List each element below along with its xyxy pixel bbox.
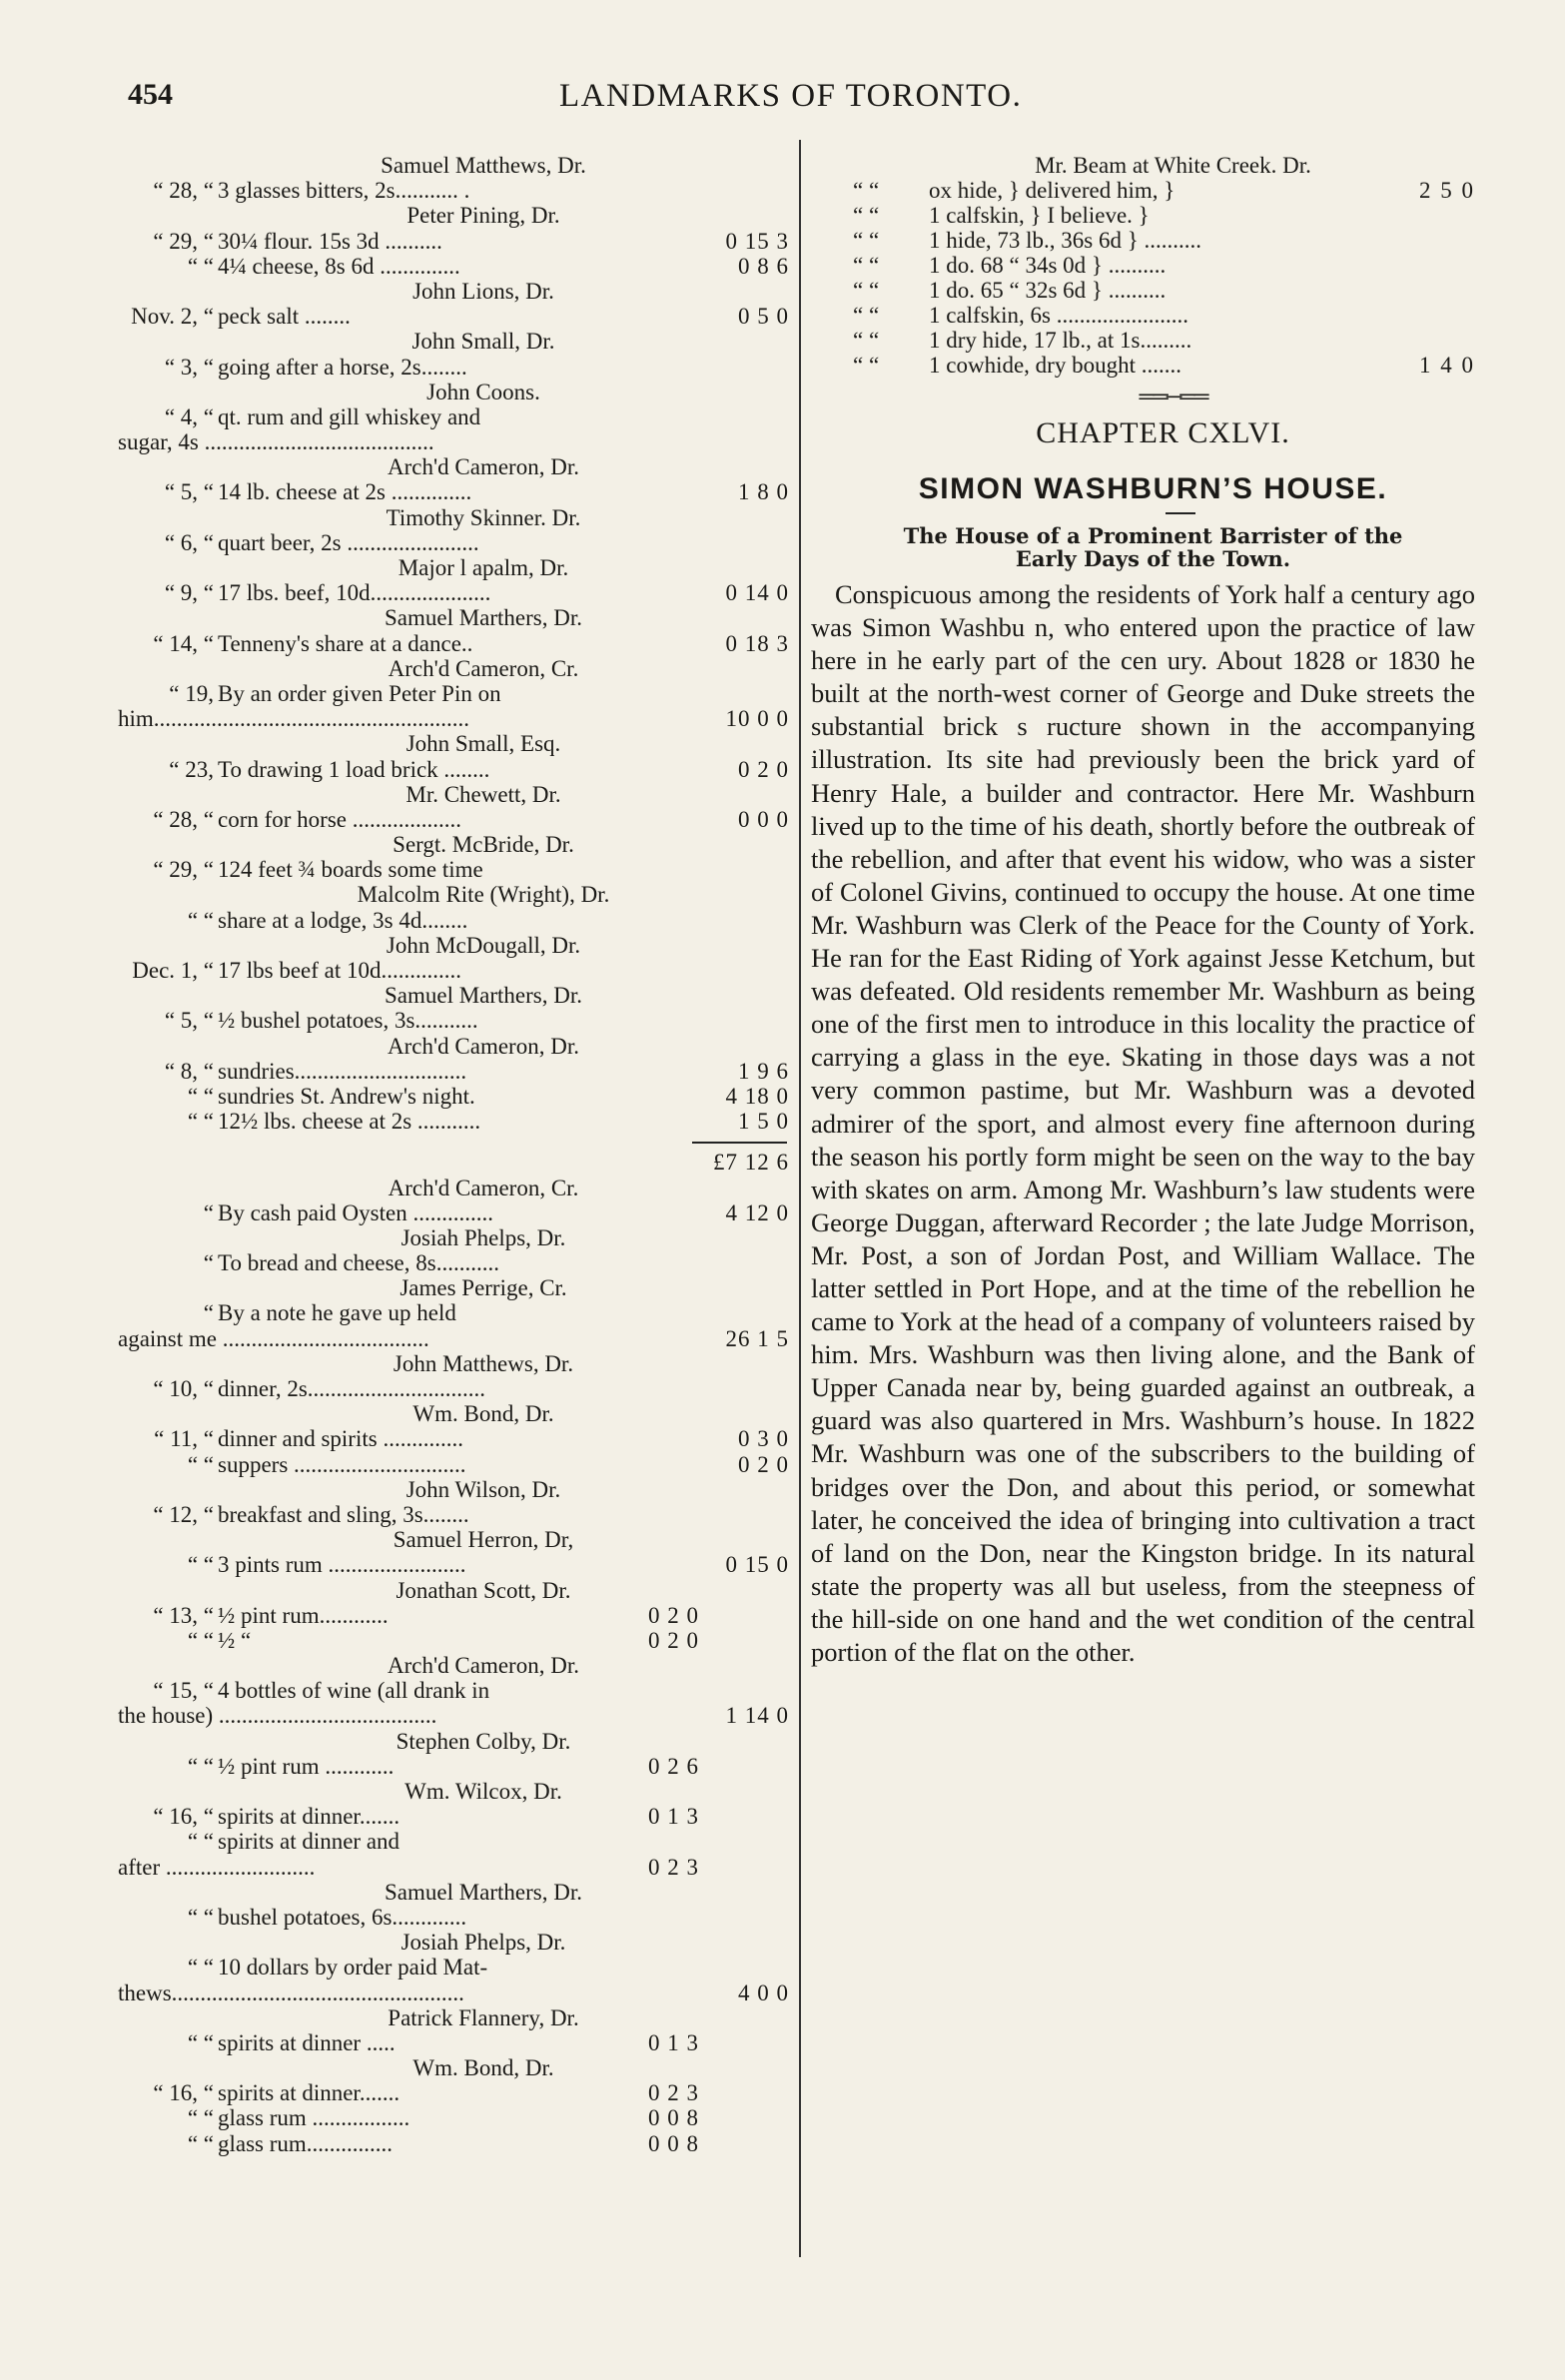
ledger-amount: 0 15 0: [725, 1552, 789, 1578]
beam-item: 1 calfskin, } I believe. }: [929, 203, 1150, 228]
ledger-item: 10 dollars by order paid Mat-: [218, 1955, 488, 1981]
ledger-amount: 26 1 5: [725, 1325, 789, 1351]
ledger-account-name: Major l apalm, Dr.: [397, 555, 569, 580]
page-number: 454: [128, 78, 173, 111]
ledger-entry: [118, 1084, 789, 1109]
ledger-entry: [118, 1426, 789, 1451]
ledger-item: qt. rum and gill whiskey and: [218, 403, 481, 429]
beam-amount: 2 5 0: [1419, 178, 1475, 203]
ledger-account-name: John Small, Dr.: [411, 329, 555, 355]
ledger-item: spirits at dinner .....: [218, 2029, 395, 2055]
ledger-date: Nov. 2, “: [131, 304, 214, 330]
beam-item: ox hide, } delivered him, }: [929, 178, 1175, 203]
ledger-date: “ “: [187, 1451, 214, 1477]
ledger-entry: [118, 1552, 789, 1577]
ledger-amount: 0 2 3: [648, 2080, 699, 2106]
ledger-date: “ 8, “: [164, 1058, 214, 1084]
ledger-account-name: John Wilson, Dr.: [405, 1476, 561, 1502]
beam-entry: [811, 253, 1475, 278]
ledger-account-name: John Small, Esq.: [405, 731, 561, 757]
ledger-amount: 4 0 0: [738, 1980, 789, 2005]
ledger-entry: [118, 2105, 789, 2130]
ledger-item: ½ “: [218, 1627, 252, 1653]
ledger-item: To bread and cheese, 8s...........: [218, 1250, 499, 1276]
ledger-item: breakfast and sling, 3s........: [218, 1501, 469, 1527]
ledger-total-row: [118, 1150, 789, 1175]
ledger-item: 14 lb. cheese at 2s ..............: [218, 479, 472, 505]
page-header: [0, 78, 1565, 118]
ledger-amount: 1 5 0: [738, 1109, 789, 1135]
ledger-date: “ “: [187, 2105, 214, 2131]
ledger-item: ½ bushel potatoes, 3s...........: [218, 1008, 478, 1034]
title-rule: [1166, 512, 1195, 514]
ledger-item: 12½ lbs. cheese at 2s ...........: [218, 1109, 481, 1135]
ledger-amount: 0 2 0: [738, 1451, 789, 1477]
ledger-account-name: Patrick Flannery, Dr.: [388, 2004, 579, 2030]
ledger-date: Dec. 1, “: [132, 958, 214, 983]
ledger-date: “ 16, “: [153, 1804, 214, 1830]
ledger-entry: [118, 404, 789, 429]
ledger-continuation: [118, 1981, 789, 2005]
ledger-account-name: Arch'd Cameron, Dr.: [388, 454, 579, 480]
ledger-amount: 0 1 3: [648, 2029, 699, 2055]
ledger-entry: [118, 958, 789, 983]
ledger-item: By a note he gave up held: [218, 1300, 456, 1326]
ledger-account-name: Sergt. McBride, Dr.: [392, 832, 574, 858]
ledger-entry: [118, 1300, 789, 1325]
ledger-item: 4¼ cheese, 8s 6d ..............: [218, 253, 460, 279]
ledger-continuation: [118, 429, 789, 454]
ledger-item: sundries..............................: [218, 1058, 467, 1084]
ledger-entry: [118, 1452, 789, 1477]
ledger-item: sundries St. Andrew's night.: [218, 1083, 475, 1109]
ledger-date: “ 5, “: [164, 1008, 214, 1034]
beam-ditto: “ “: [853, 328, 880, 353]
ledger-amount: 0 2 0: [648, 1602, 699, 1628]
ledger-account-name: Samuel Marthers, Dr.: [384, 605, 582, 631]
ledger-amount: 0 3 0: [738, 1426, 789, 1452]
ledger-date: “ “: [187, 1083, 214, 1109]
ledger-date: “ “: [187, 1904, 214, 1930]
ledger-total-rule: [118, 1134, 789, 1150]
ledger-date: “ “: [187, 1955, 214, 1981]
ledger-amount: 0 2 0: [648, 1627, 699, 1653]
ledger-item: spirits at dinner and: [218, 1829, 400, 1855]
ledger-entry: [118, 1376, 789, 1401]
ledger-entry: [118, 1200, 789, 1225]
ledger-amount: 0 0 8: [648, 2130, 699, 2156]
ledger-entry: [118, 1603, 789, 1628]
ledger-date: “ 28, “: [153, 806, 214, 832]
ledger-account-name: Mr. Chewett, Dr.: [405, 781, 561, 807]
ledger-item: him.......................................................: [118, 706, 470, 732]
ledger-account-name: Samuel Matthews, Dr.: [381, 153, 586, 178]
ledger-account-name: Jonathan Scott, Dr.: [395, 1577, 571, 1603]
ledger-entry: [118, 1008, 789, 1033]
ledger-item: ½ pint rum ............: [218, 1753, 394, 1779]
ledger-amount: 10 0 0: [725, 706, 789, 732]
ledger-account-name: John Coons.: [426, 379, 540, 404]
ledger-item: ½ pint rum............: [218, 1602, 389, 1628]
beam-heading: Mr. Beam at White Creek. Dr.: [1035, 153, 1311, 178]
ledger-date: “ 3, “: [164, 354, 214, 380]
ledger-entry: [118, 2080, 789, 2105]
ledger-date: “ “: [187, 1109, 214, 1135]
ledger-account-name: Timothy Skinner. Dr.: [386, 504, 581, 530]
ledger-amount: 0 1 3: [648, 1804, 699, 1830]
ledger-account-name: Arch'd Cameron, Dr.: [388, 1033, 579, 1059]
beam-entry: [811, 353, 1475, 378]
chapter-title: SIMON WASHBURN’S HOUSE.: [918, 472, 1388, 505]
ledger-entry: [118, 857, 789, 882]
chapter-subtitle-line-1: The House of a Prominent Barrister of the: [903, 523, 1403, 548]
ledger-account-name: Wm. Bond, Dr.: [412, 1401, 554, 1427]
ledger-account-name: John McDougall, Dr.: [386, 932, 581, 958]
right-column: [811, 153, 1475, 1696]
ledger-entry: [118, 254, 789, 279]
ledger-item: corn for horse ...................: [218, 806, 462, 832]
ledger-amount: 0 0 0: [738, 806, 789, 832]
ledger-date: “ 19,: [169, 680, 214, 706]
ledger-item: 3 pints rum ........................: [218, 1552, 466, 1578]
ledger-amount: 4 12 0: [725, 1199, 789, 1225]
ledger-entry: [118, 355, 789, 380]
ledger-entry: [118, 908, 789, 933]
ledger-entry: [118, 1955, 789, 1980]
beam-item: 1 hide, 73 lb., 36s 6d } ..........: [929, 228, 1201, 253]
ledger-item: 17 lbs. beef, 10d.....................: [218, 580, 491, 606]
chapter-body: Conspicuous among the residents of York half a century ago was Simon Washbu n, who entered upon the practice of law here in he early part of the cen ury. About 1828 or 1830 he built at the north-west corner of George and Duke streets the substantial brick s ructure shown in the accompanying illustration. Its site had previously been the brick yard of Henry Hale, a builder and contractor. Here Mr. Washburn lived up to the time of his death, shortly before the outbreak of the rebellion, and after that event his widow, who was a sister of Colonel Givins, continued to occupy the house. At one time Mr. Washburn was Clerk of the Peace for the County of York. He ran for the East Riding of York against Jesse Ketchum, but was defeated. Old residents remember Mr. Washburn as being one of the first men to introduce in this locality the practice of carrying a glass in the eye. Skating in those days was a not very common pastime, but Mr. Washburn was a devoted admirer of the sport, and almost every fine afternoon during the season his portly form might be seen on the way to the bay with skates on arm. Among Mr. Washburn’s law students were George Duggan, afterward Recorder ; the late Judge Morrison, Mr. Post, a son of Jordan Post, and William Wallace. The latter settled in Port Hope, and at the time of the rebellion he came to York at the head of a company of volunteers raised by him. Mrs. Washburn was then living alone, and the Bank of Upper Canada near by, being guarded against an outbreak, a guard was also quartered in Mrs. Washburn’s house. In 1822 Mr. Washburn was one of the subscribers to the building of bridges over the Don, and about this period, or somewhat later, he conceived the idea of bringing into cultivation a tract of land on the Don, near the Kingston bridge. In its natural state the property was all but useless, from the steepness of the hill-side on one hand and the wet condition of the central portion of the flat on the other.: [811, 579, 1475, 1667]
ledger-item: 4 bottles of wine (all drank in: [218, 1678, 490, 1704]
ledger-date: “ 29, “: [153, 228, 214, 254]
ledger-amount: 0 0 8: [648, 2105, 699, 2131]
ledger-account-name: John Matthews, Dr.: [392, 1350, 574, 1376]
ledger-item: To drawing 1 load brick ........: [218, 756, 490, 782]
section-flourish: ══─══: [1139, 384, 1207, 408]
ledger-entry: [118, 229, 789, 254]
ledger-account-name: Samuel Marthers, Dr.: [384, 983, 582, 1009]
beam-entry: [811, 178, 1475, 203]
ledger-account-name: Arch'd Cameron, Cr.: [388, 655, 579, 681]
ledger-item: bushel potatoes, 6s.............: [218, 1904, 467, 1930]
ledger-amount: 1 9 6: [738, 1058, 789, 1084]
ledger-item: sugar, 4s ........................................: [118, 429, 434, 455]
ledger-item: By cash paid Oysten ..............: [218, 1199, 493, 1225]
ledger-account-name: Samuel Marthers, Dr.: [384, 1879, 582, 1905]
beam-ditto: “ “: [853, 253, 880, 278]
ledger-date: “ 10, “: [153, 1376, 214, 1401]
ledger-date: “: [203, 1300, 214, 1326]
beam-item: 1 calfskin, 6s .......................: [929, 303, 1189, 328]
ledger-entry: [118, 1804, 789, 1829]
ledger-entry: [118, 1059, 789, 1084]
ledger-date: “: [203, 1250, 214, 1276]
ledger-item: the house) ......................................: [118, 1703, 437, 1729]
ledger-item: spirits at dinner.......: [218, 1804, 400, 1830]
ledger-item: peck salt ........: [218, 304, 351, 330]
ledger-date: “ 16, “: [153, 2080, 214, 2106]
ledger-date: “ 14, “: [153, 630, 214, 656]
beam-item: 1 do. 65 “ 32s 6d } ..........: [929, 278, 1167, 303]
ledger-account-name: Stephen Colby, Dr.: [395, 1728, 571, 1754]
ledger-date: “ 12, “: [153, 1501, 214, 1527]
ledger-date: “ 11, “: [154, 1426, 214, 1452]
beam-item: 1 dry hide, 17 lb., at 1s.........: [929, 328, 1192, 353]
ledger-item: quart beer, 2s .......................: [218, 529, 479, 555]
ledger-account-name: John Lions, Dr.: [412, 278, 554, 304]
ledger-entry: [118, 1829, 789, 1854]
ledger-item: Tenneny's share at a dance..: [218, 630, 473, 656]
ledger-amount: 0 18 3: [725, 630, 789, 656]
ledger-account-name: Arch'd Cameron, Cr.: [388, 1175, 579, 1200]
ledger-date: “ “: [187, 253, 214, 279]
ledger-amount: 0 2 3: [648, 1854, 699, 1880]
ledger-item: By an order given Peter Pin on: [218, 680, 501, 706]
ledger-entry: [118, 1250, 789, 1275]
ledger-item: against me ....................................: [118, 1325, 429, 1351]
ledger-column: [118, 153, 789, 2156]
ledger-entry: [118, 2131, 789, 2156]
beam-ditto: “ “: [853, 353, 880, 378]
ledger-entry: [118, 2030, 789, 2055]
ledger-continuation: [118, 706, 789, 731]
ledger-date: “ 6, “: [164, 529, 214, 555]
ledger-entry: [118, 1754, 789, 1779]
ledger-entry: [118, 178, 789, 203]
ledger-amount: 4 18 0: [725, 1083, 789, 1109]
ledger-entry: [118, 631, 789, 656]
beam-entry: [811, 278, 1475, 303]
ledger-entry: [118, 530, 789, 555]
ledger-account-name: Arch'd Cameron, Dr.: [388, 1653, 579, 1679]
ledger-amount: 0 14 0: [725, 580, 789, 606]
ledger-item: 17 lbs beef at 10d..............: [218, 958, 462, 983]
beam-account: [811, 153, 1475, 408]
ledger-account-name: Josiah Phelps, Dr.: [400, 1224, 566, 1250]
ledger-entry: [118, 1905, 789, 1930]
ledger-date: “ 4, “: [164, 403, 214, 429]
beam-entry: [811, 303, 1475, 328]
ledger-item: 30¼ flour. 15s 3d ..........: [218, 228, 442, 254]
ledger-entry: [118, 1109, 789, 1134]
ledger-date: “ 13, “: [153, 1602, 214, 1628]
ledger-continuation: [118, 1855, 789, 1880]
beam-ditto: “ “: [853, 178, 880, 203]
ledger-item: glass rum .................: [218, 2105, 410, 2131]
ledger-item: suppers ..............................: [218, 1451, 466, 1477]
ledger-date: “ “: [187, 907, 214, 933]
beam-ditto: “ “: [853, 278, 880, 303]
ledger-item: glass rum...............: [218, 2130, 393, 2156]
ledger-item: dinner, 2s...............................: [218, 1376, 486, 1401]
ledger-date: “ “: [187, 1552, 214, 1578]
ledger-item: share at a lodge, 3s 4d........: [218, 907, 468, 933]
ledger-amount: 0 2 0: [738, 756, 789, 782]
ledger-entry: [118, 479, 789, 504]
ledger-date: “ 29, “: [153, 857, 214, 883]
ledger-date: “ “: [187, 1753, 214, 1779]
ledger-amount: 0 5 0: [738, 304, 789, 330]
ledger-amount: 1 8 0: [738, 479, 789, 505]
ledger-amount: 0 15 3: [725, 228, 789, 254]
ledger-item: spirits at dinner.......: [218, 2080, 400, 2106]
ledger-item: dinner and spirits ..............: [218, 1426, 463, 1452]
ledger-continuation: [118, 1703, 789, 1728]
beam-ditto: “ “: [853, 303, 880, 328]
ledger-account-name: Samuel Herron, Dr,: [392, 1527, 574, 1553]
ledger-item: going after a horse, 2s........: [218, 354, 467, 380]
ledger-total-amount: £7 12 6: [713, 1150, 789, 1176]
ledger-account-name: Peter Pining, Dr.: [406, 203, 560, 229]
ledger-amount: 0 2 6: [648, 1753, 699, 1779]
ledger-item: 3 glasses bitters, 2s........... .: [218, 178, 470, 204]
ledger-entry: [118, 681, 789, 706]
ledger-entry: [118, 1678, 789, 1703]
beam-item: 1 do. 68 “ 34s 0d } ..........: [929, 253, 1167, 278]
ledger-account-name: Malcolm Rite (Wright), Dr.: [357, 882, 610, 908]
ledger-date: “ 15, “: [153, 1678, 214, 1704]
ledger-entry: [118, 807, 789, 832]
beam-ditto: “ “: [853, 228, 880, 253]
ledger-account-name: Josiah Phelps, Dr.: [400, 1930, 566, 1956]
running-head: LANDMARKS OF TORONTO.: [559, 78, 1023, 114]
column-divider: [799, 140, 801, 2257]
ledger-date: “ 5, “: [164, 479, 214, 505]
beam-item: 1 cowhide, dry bought .......: [929, 353, 1181, 378]
ledger-entry: [118, 1628, 789, 1653]
ledger-date: “ “: [187, 2029, 214, 2055]
ledger-date: “ 28, “: [153, 178, 214, 204]
ledger-entry: [118, 757, 789, 782]
ledger-account-name: Wm. Wilcox, Dr.: [404, 1779, 562, 1804]
ledger-date: “ “: [187, 2130, 214, 2156]
ledger-entry: [118, 580, 789, 605]
beam-entry: [811, 328, 1475, 353]
beam-amount: 1 4 0: [1419, 353, 1475, 378]
ledger-item: 124 feet ¾ boards some time: [218, 857, 483, 883]
ledger-date: “ 9, “: [164, 580, 214, 606]
ledger-entry: [118, 304, 789, 329]
chapter-subtitle-line-2: Early Days of the Town.: [1015, 546, 1291, 571]
chapter-number: CHAPTER CXLVI.: [1036, 416, 1290, 449]
ledger-account-name: James Perrige, Cr.: [399, 1275, 567, 1301]
ledger-amount: 0 8 6: [738, 253, 789, 279]
ledger-date: “ 23,: [169, 756, 214, 782]
ledger-item: after ..........................: [118, 1854, 316, 1880]
ledger-continuation: [118, 1326, 789, 1351]
ledger-date: “: [203, 1199, 214, 1225]
ledger-amount: 1 14 0: [725, 1703, 789, 1729]
ledger-date: “ “: [187, 1627, 214, 1653]
beam-ditto: “ “: [853, 203, 880, 228]
ledger-item: thews...................................................: [118, 1980, 464, 2005]
ledger-account-name: Wm. Bond, Dr.: [412, 2055, 554, 2081]
ledger-date: “ “: [187, 1829, 214, 1855]
beam-entry: [811, 203, 1475, 228]
beam-entry: [811, 228, 1475, 253]
ledger-entry: [118, 1502, 789, 1527]
